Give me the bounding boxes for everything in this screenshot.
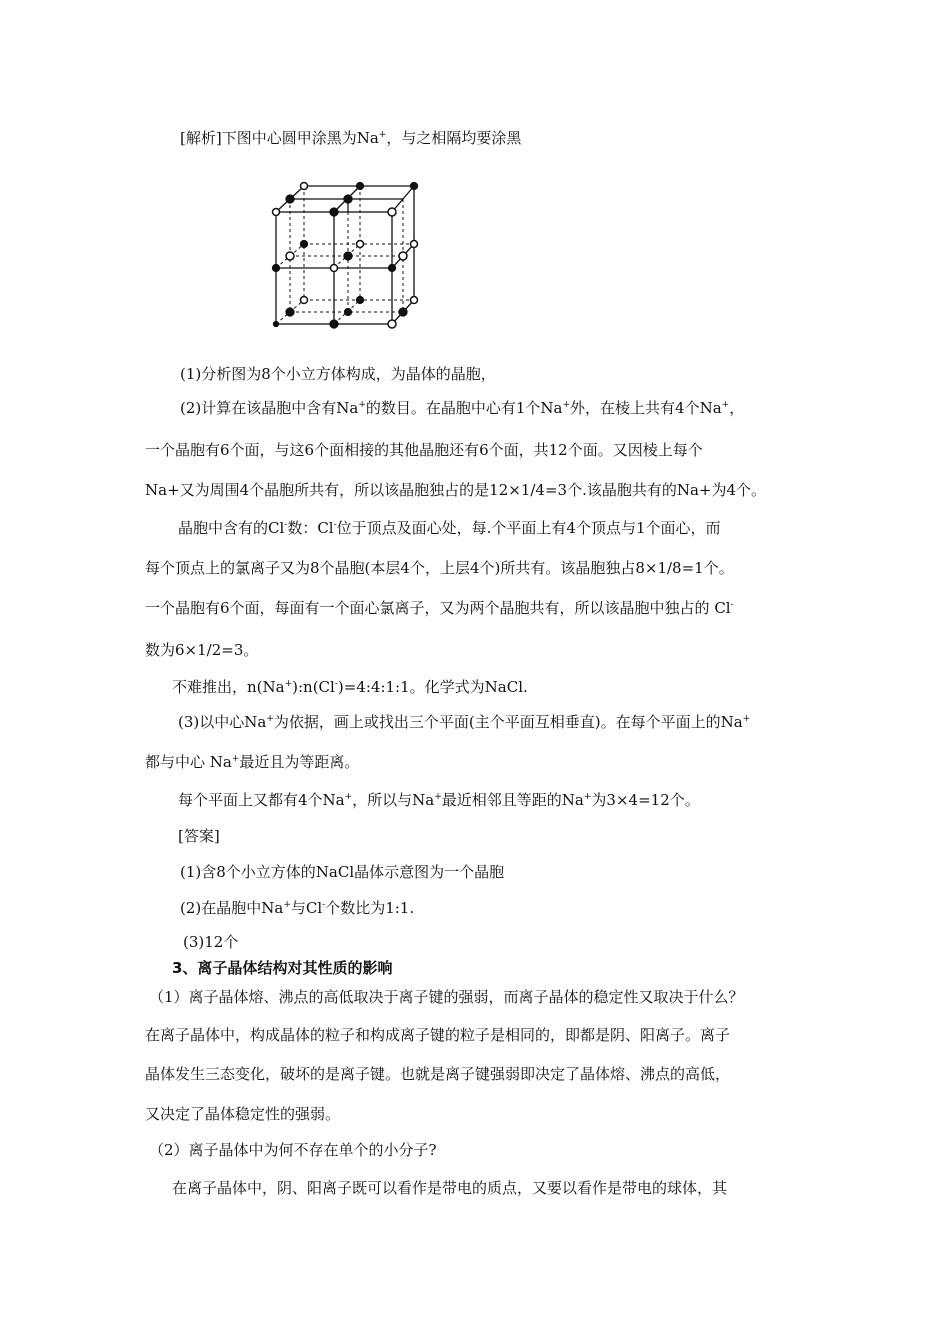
question-1: （1）离子晶体熔、沸点的高低取决于离子键的强弱，而离子晶体的稳定性又取决于什么？	[149, 988, 744, 1006]
para-9: 不难推出，n(Na+):n(Cl-)=4:4:1:1。化学式为NaCl.	[172, 678, 528, 696]
para-10: (3)以中心Na+为依据，画上或找出三个平面(主个平面互相垂直)。在每个平面上的Na+	[178, 713, 751, 731]
question-2: （2）离子晶体中为何不存在单个的小分子?	[149, 1141, 437, 1159]
para-1: (1)分析图为8个小立方体构成，为晶体的晶胞，	[180, 365, 496, 383]
answer-heading: [答案]	[178, 827, 220, 845]
para-6: 每个顶点上的氯离子又为8个晶胞(本层4个，上层4个)所共有。该晶胞独占8×1/8=1个。	[145, 559, 734, 577]
section-3-heading: 3、离子晶体结构对其性质的影响	[172, 959, 393, 977]
para-11: 都与中心 Na+最近且为等距离。	[145, 753, 360, 771]
intro-text: [解析]下图中心圆甲涂黑为Na+，与之相隔均要涂黑	[180, 129, 522, 147]
para-8: 数为6×1/2=3。	[145, 641, 259, 659]
question-1-answer-c: 又决定了晶体稳定性的强弱。	[145, 1105, 341, 1123]
answer-1: (1)含8个小立方体的NaCl晶体示意图为一个晶胞	[180, 863, 505, 881]
para-3: 一个晶胞有6个面，与这6个面相接的其他晶胞还有6个面，共12个面。又因棱上每个	[145, 441, 703, 459]
para-4: Na+又为周围4个晶胞所共有，所以该晶胞独占的是12×1/4=3个.该晶胞共有的Na+为4个。	[145, 481, 767, 499]
nacl-crystal-diagram	[268, 178, 438, 338]
para-2: (2)计算在该晶胞中含有Na+的数目。在晶胞中心有1个Na+外，在棱上共有4个Na+，	[180, 399, 745, 417]
para-12: 每个平面上又都有4个Na+，所以与Na+最近相邻且等距的Na+为3×4=12个。	[178, 791, 700, 809]
question-1-answer-b: 晶体发生三态变化，破坏的是离子键。也就是离子键强弱即决定了晶体熔、沸点的高低，	[145, 1065, 731, 1083]
answer-2: (2)在晶胞中Na+与Cl-个数比为1:1.	[180, 899, 415, 917]
question-2-answer-a: 在离子晶体中，阴、阳离子既可以看作是带电的质点，又要以看作是带电的球体，其	[172, 1179, 728, 1197]
question-1-answer-a: 在离子晶体中，构成晶体的粒子和构成离子键的粒子是相同的，即都是阴、阳离子。离子	[145, 1026, 731, 1044]
answer-3: (3)12个	[183, 933, 239, 951]
para-7: 一个晶胞有6个面，每面有一个面心氯离子，又为两个晶胞共有，所以该晶胞中独占的 Cl-	[145, 599, 734, 617]
para-5: 晶胞中含有的Cl-数：Cl-位于顶点及面心处，每.个平面上有4个顶点与1个面心，而	[178, 519, 721, 537]
